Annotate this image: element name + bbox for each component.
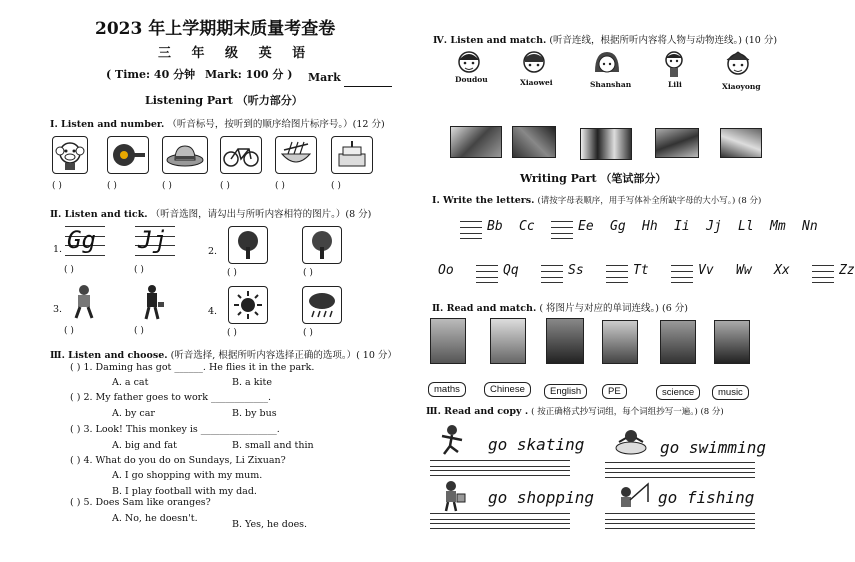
letter-zz: Zz [839, 263, 855, 278]
shopping-child-icon [438, 480, 468, 512]
s3-option-2b[interactable]: B. by bus [232, 408, 277, 419]
book-cover-1 [430, 318, 466, 364]
child-doudou-icon [455, 50, 483, 76]
s3-question-2: ( ) 2. My father goes to work ____________. [70, 392, 272, 403]
listening-part-heading: Listening Part （听力部分） [145, 94, 303, 107]
s1-answer-1[interactable]: ( ) [52, 181, 62, 191]
mark-blank[interactable] [344, 86, 392, 87]
s3-option-1b[interactable]: B. a kite [232, 377, 272, 388]
word-music[interactable]: music [712, 385, 749, 400]
s2-header [50, 206, 371, 220]
word-english[interactable]: English [544, 384, 587, 399]
w2-heading: Ⅱ. Read and match. [432, 303, 537, 314]
w1-header [432, 194, 761, 206]
letter-xx: Xx [774, 263, 790, 278]
copy-lines-3[interactable] [430, 513, 570, 529]
phrase-go-fishing: go fishing [658, 488, 755, 507]
s3-header [50, 347, 397, 361]
letter-ii: Ii [674, 219, 690, 234]
s1-header [50, 116, 385, 130]
s3-option-5b[interactable]: B. Yes, he does. [232, 519, 308, 530]
s1-answer-5[interactable]: ( ) [275, 181, 285, 191]
letter-qq: Qq [503, 263, 519, 278]
copy-lines-4[interactable] [605, 513, 755, 529]
child-xiaoyong-icon [724, 50, 752, 78]
book-cover-3 [546, 318, 584, 364]
animal-photo-4 [655, 128, 699, 158]
s2-answer-5[interactable]: ( ) [64, 326, 74, 336]
s1-heading: Ⅰ. Listen and number. [50, 119, 165, 130]
letter-nn: Nn [802, 219, 818, 234]
word-science[interactable]: science [656, 385, 700, 400]
s2-instruction: （听音选图，请勾出与所听内容相符的图片。）(8 分) [150, 209, 372, 220]
s3-option-2a[interactable]: A. by car [112, 408, 155, 419]
exam-subtitle: 三 年 级 英 语 [158, 46, 314, 61]
swimming-child-icon [614, 426, 648, 456]
child-xiaowei-icon [520, 50, 548, 76]
s1-answer-4[interactable]: ( ) [220, 181, 230, 191]
animal-photo-5 [720, 128, 762, 158]
s2-answer-1[interactable]: ( ) [64, 265, 74, 275]
s3-question-3: ( ) 3. Look! This monkey is ________________. [70, 424, 280, 435]
name-lili: Lili [668, 80, 682, 89]
s3-option-3b[interactable]: B. small and thin [232, 440, 314, 451]
letter-mm: Mm [770, 219, 786, 234]
s3-question-1: ( ) 1. Daming has got ______. He flies it in the park. [70, 362, 315, 373]
child-shanshan-icon [593, 50, 621, 78]
rain-cloud-icon [302, 286, 342, 324]
hat-icon [162, 136, 208, 174]
frying-pan-icon [107, 136, 149, 174]
w3-header [426, 405, 724, 417]
writing-part-heading: Writing Part （笔试部分） [520, 172, 667, 185]
letter-tt: Tt [633, 263, 649, 278]
phrase-go-shopping: go shopping [488, 488, 594, 507]
name-xiaowei: Xiaowei [520, 78, 553, 87]
s2-number-3: 3. [53, 304, 63, 315]
monkey-icon [52, 136, 88, 174]
word-maths[interactable]: maths [428, 382, 466, 397]
bicycle-icon [220, 136, 262, 174]
s1-answer-6[interactable]: ( ) [331, 181, 341, 191]
s2-heading: Ⅱ. Listen and tick. [50, 209, 148, 220]
phrase-go-skating: go skating [488, 435, 585, 454]
s3-option-4a[interactable]: A. I go shopping with my mum. [112, 470, 263, 481]
tree-icon [302, 226, 342, 264]
s3-heading: Ⅲ. Listen and choose. [50, 350, 168, 361]
s3-question-5: ( ) 5. Does Sam like oranges? [70, 497, 211, 508]
letter-ss: Ss [568, 263, 584, 278]
letter-gg: Gg [67, 226, 96, 254]
s3-option-1a[interactable]: A. a cat [112, 377, 149, 388]
s4-instruction: (听音连线，根据所听内容将人物与动物连线。) (10 分) [549, 35, 778, 46]
exam-title: 2023 年上学期期末质量考查卷 [95, 19, 336, 39]
skating-child-icon [438, 424, 468, 456]
sun-icon [228, 286, 268, 324]
s2-answer-2[interactable]: ( ) [134, 265, 144, 275]
s2-answer-7[interactable]: ( ) [227, 328, 237, 338]
animal-photo-1 [450, 126, 502, 158]
letter-blank-slot[interactable] [606, 265, 628, 283]
animal-photo-3 [580, 128, 632, 160]
letter-ww: Ww [736, 263, 752, 278]
child-lili-icon [662, 50, 686, 78]
s1-instruction: （听音标号，按听到的顺序给图片标序号。）(12 分) [167, 119, 385, 130]
s2-number-1: 1. [53, 244, 63, 255]
s2-number-4: 4. [208, 306, 218, 317]
letter-ll: Ll [738, 219, 754, 234]
animal-photo-2 [512, 126, 556, 158]
s2-answer-8[interactable]: ( ) [303, 328, 313, 338]
letter-ee: Ee [578, 219, 594, 234]
word-pe[interactable]: PE [602, 384, 627, 399]
letter-jj: Jj [138, 226, 167, 254]
letter-blank-slot[interactable] [812, 265, 834, 283]
s2-answer-4[interactable]: ( ) [303, 268, 313, 278]
letter-bb: Bb [487, 219, 503, 234]
w1-instruction: (请按字母表顺序，用手写体补全所缺字母的大小写。) (8 分) [537, 196, 762, 206]
copy-lines-1[interactable] [430, 460, 570, 476]
letter-oo: Oo [438, 263, 454, 278]
tree-icon [228, 226, 268, 264]
s3-option-5a[interactable]: A. No, he doesn't. [112, 513, 198, 524]
fishing-child-icon [616, 482, 650, 512]
w2-instruction: ( 将图片与对应的单词连线。) (6 分) [539, 303, 688, 314]
letter-blank-slot[interactable] [551, 221, 573, 239]
s3-instruction: (听音选择, 根据所听内容选择正确的选项。）( 10 分） [170, 350, 397, 361]
copy-lines-2[interactable] [605, 462, 755, 478]
book-cover-6 [714, 320, 750, 364]
book-cover-4 [602, 320, 638, 364]
word-chinese[interactable]: Chinese [484, 382, 531, 397]
s2-answer-6[interactable]: ( ) [134, 326, 144, 336]
s2-number-2: 2. [208, 246, 218, 257]
w3-heading: Ⅲ. Read and copy . [426, 406, 529, 417]
s1-answer-3[interactable]: ( ) [162, 181, 172, 191]
w3-instruction: ( 按正确格式抄写词组，每个词组抄写一遍。) (8 分) [531, 407, 724, 417]
s3-question-4: ( ) 4. What do you do on Sundays, Li Zixuan? [70, 455, 286, 466]
name-xiaoyong: Xiaoyong [722, 82, 761, 91]
s4-heading: Ⅳ. Listen and match. [433, 35, 547, 46]
cake-icon [331, 136, 373, 174]
letter-blank-slot[interactable] [541, 265, 563, 283]
time-label: ( Time: 40 分钟 [106, 68, 196, 81]
letter-blank-slot[interactable] [460, 221, 482, 239]
s4-header [433, 32, 777, 46]
letter-blank-slot[interactable] [671, 265, 693, 283]
name-shanshan: Shanshan [590, 80, 632, 89]
boy-running-icon [66, 284, 102, 320]
letter-vv: Vv [698, 263, 714, 278]
s2-answer-3[interactable]: ( ) [227, 268, 237, 278]
man-walking-icon [134, 284, 170, 320]
book-cover-5 [660, 320, 696, 364]
letter-blank-slot[interactable] [476, 265, 498, 283]
letter-gg: Gg [610, 219, 626, 234]
w1-heading: Ⅰ. Write the letters. [432, 195, 535, 206]
s3-option-3a[interactable]: A. big and fat [112, 440, 178, 451]
letter-cc: Cc [519, 219, 535, 234]
phrase-go-swimming: go swimming [660, 438, 766, 457]
book-cover-2 [490, 318, 526, 364]
letter-jj: Jj [706, 219, 722, 234]
noodles-icon [275, 136, 317, 174]
s1-answer-2[interactable]: ( ) [107, 181, 117, 191]
w2-header [432, 300, 688, 314]
s3-option-4b[interactable]: B. I play football with my dad. [112, 486, 257, 497]
name-doudou: Doudou [455, 75, 488, 84]
mark-total: Mark: 100 分 ) [205, 68, 293, 81]
letter-hh: Hh [642, 219, 658, 234]
mark-label: Mark [308, 71, 341, 84]
